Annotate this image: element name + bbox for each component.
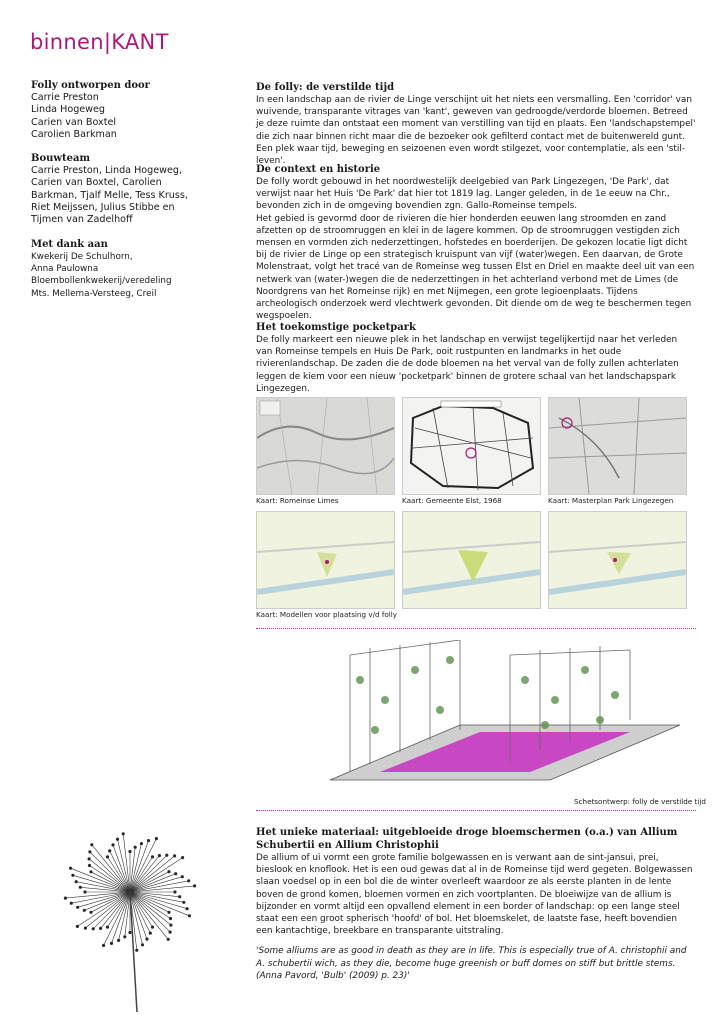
- credits-column: [31, 79, 221, 311]
- credit-line: Tijmen van Zadelhoff: [31, 214, 133, 226]
- credit-line: Carrie Preston, Linda Hogeweg,: [31, 165, 183, 177]
- credit-line: Bloembollenkwekerij/veredeling: [31, 276, 172, 287]
- section-material: [256, 826, 696, 982]
- section-body: De folly wordt gebouwd in het noordwestelijk deelgebied van Park Lingezegen, 'De Park', dat verwijst naar het Huis 'De Park' dat hier tot 1819 lag. Langer geleden, in de 1e eeuw na Chr., bevonden zich in de omgeving bovendien zgn. Gallo-Romeinse tempels.: [256, 177, 670, 212]
- logo: binnen|KANT: [30, 30, 169, 54]
- map-roman-limes-graphic: [257, 398, 394, 494]
- section-title: De folly: de verstilde tijd: [256, 82, 395, 93]
- section-pocketpark: [256, 321, 696, 395]
- section-title: Het toekomstige pocketpark: [256, 322, 416, 333]
- credit-line: Anna Paulowna: [31, 263, 99, 274]
- section-title: De context en historie: [256, 164, 381, 175]
- credit-line: Kwekerij De Schulhorn,: [31, 251, 133, 262]
- map-model-1: [256, 511, 395, 609]
- map-caption: Kaart: Gemeente Elst, 1968: [402, 496, 502, 505]
- section-quote: 'Some alliums are as good in death as they are in life. This is especially true of A. christophii and A. schubertii wich, as they die, become huge greenish or buff domes on stiff but brittle stems. (Anna Pavord, 'Bulb' (2009) p. 23)': [256, 946, 687, 981]
- credits-buildteam: [31, 152, 221, 226]
- credit-line: Carien van Boxtel, Carolien: [31, 177, 162, 189]
- credit-line: Linda Hogeweg: [31, 104, 106, 116]
- section-title: Het unieke materiaal: uitgebloeide droge bloemschermen (o.a.) van Allium Schubertii en Allium Christophii: [256, 827, 678, 851]
- sketch-folly: [300, 640, 690, 790]
- credit-line: Riet Meijssen, Julius Stibbe en: [31, 202, 175, 214]
- map-caption: Kaart: Modellen voor plaatsing v/d folly: [256, 610, 398, 619]
- map-model-graphic: [403, 512, 540, 608]
- section-body: De allium of ui vormt een grote familie bolgewassen en is verwant aan de sint-jansui, prei, bieslook en knoflook. Het is een oud gewas dat al in de Romeinse tijd werd gegeten. Bolgewassen slaan voedsel op in een bol die de winter overleeft waardoor ze als eerste planten in de lente boven de grond komen, bloemen vormen en zich voortplanten. De bloeiwijze van de allium is bijzonder en vormt altijd een opvallend element in een border of landschap: op een lange steel staat een een groot spherisch 'hoofd' of bol. Het bloemskelet, de laatste fase, heeft bovendien een kantachtige, breekbare en transparante uitstraling.: [256, 853, 693, 937]
- sketch-caption: Schetsontwerp: folly de verstilde tijd: [574, 797, 706, 806]
- credits-title: Met dank aan: [31, 238, 108, 250]
- section-body: In een landschap aan de rivier de Linge verschijnt uit het niets een versmalling. Een 'corridor' van wuivende, transparante vitrages van 'kant', geweven van gedroogde/verdorde bloemen. Betreed je deze ruimte dan ontstaat een moment van verstilling van tijd en plaats. Een 'landschapstempel' die zich naar binnen richt maar die de bezoeker ook gefilterd contact met de buitenwereld gunt. Een plek waar tijd, beweging en seizoenen even wordt stilgezet, voor contemplatie, als een 'stil-leven'.: [256, 95, 696, 167]
- section-folly: [256, 81, 696, 167]
- divider: [256, 810, 696, 811]
- credit-line: Carolien Barkman: [31, 128, 117, 140]
- map-roman-limes: [256, 397, 395, 495]
- map-caption: Kaart: Romeinse Limes: [256, 496, 339, 505]
- divider: [256, 628, 696, 629]
- section-context: [256, 163, 696, 322]
- map-masterplan: [548, 397, 687, 495]
- allium-illustration: [45, 822, 215, 1012]
- map-model-3: [548, 511, 687, 609]
- credit-line: Barkman, Tjalf Melle, Tess Kruss,: [31, 189, 188, 201]
- credit-line: Mts. Mellema-Versteeg, Creil: [31, 288, 157, 299]
- credits-title: Bouwteam: [31, 153, 91, 165]
- credits-title: Folly ontworpen door: [31, 80, 150, 91]
- map-caption: Kaart: Masterplan Park Lingezegen: [548, 496, 674, 505]
- credit-line: Carrie Preston: [31, 92, 99, 103]
- map-model-2: [402, 511, 541, 609]
- map-masterplan-graphic: [549, 398, 686, 494]
- map-gemeente-elst-graphic: [403, 398, 540, 494]
- credits-thanks: [31, 238, 221, 300]
- map-gemeente-elst: [402, 397, 541, 495]
- map-model-graphic: [257, 512, 394, 608]
- section-body: De folly markeert een nieuwe plek in het landschap en verwijst tegelijkertijd naar het verleden van Romeinse tempels en Huis De Park, ooit rustpunten en landmarks in het oude rivierenlandschap. De zaden die de dode bloemen na het verval van de folly zullen achterlaten leggen de kiem voor een nieuw 'pocketpark' binnen de grotere schaal van het landschapspark Lingezegen.: [256, 335, 679, 394]
- map-model-graphic: [549, 512, 686, 608]
- credits-designers: [31, 79, 221, 141]
- section-body: Het gebied is gevormd door de rivieren die hier honderden eeuwen lang stroomden en zand afzetten op de stroomruggen en klei in de lagere kommen. Op de stroomruggen vestigden zich mensen en vormden zich nederzettingen, hofstedes en boerderijen. De gekozen locatie ligt dicht bij de rivier de Linge op een strategisch kruispunt van vijf (water)wegen. Een daarvan, de Grote Molenstraat, volgt het tracé van de Romeinse weg tussen Elst en Driel en maakte deel uit van een netwerk van (water-)wegen die de nederzettingen in het achterland verbond met de Limes (de Noordgrens van het Romeinse rijk) en met Nijmegen, een grote legioenplaats. Tijdens archeologisch onderzoek werd vlechtwerk gevonden. Dit diende om de weg te beschermen tegen wegspoelen.: [256, 213, 695, 322]
- credit-line: Carien van Boxtel: [31, 116, 117, 128]
